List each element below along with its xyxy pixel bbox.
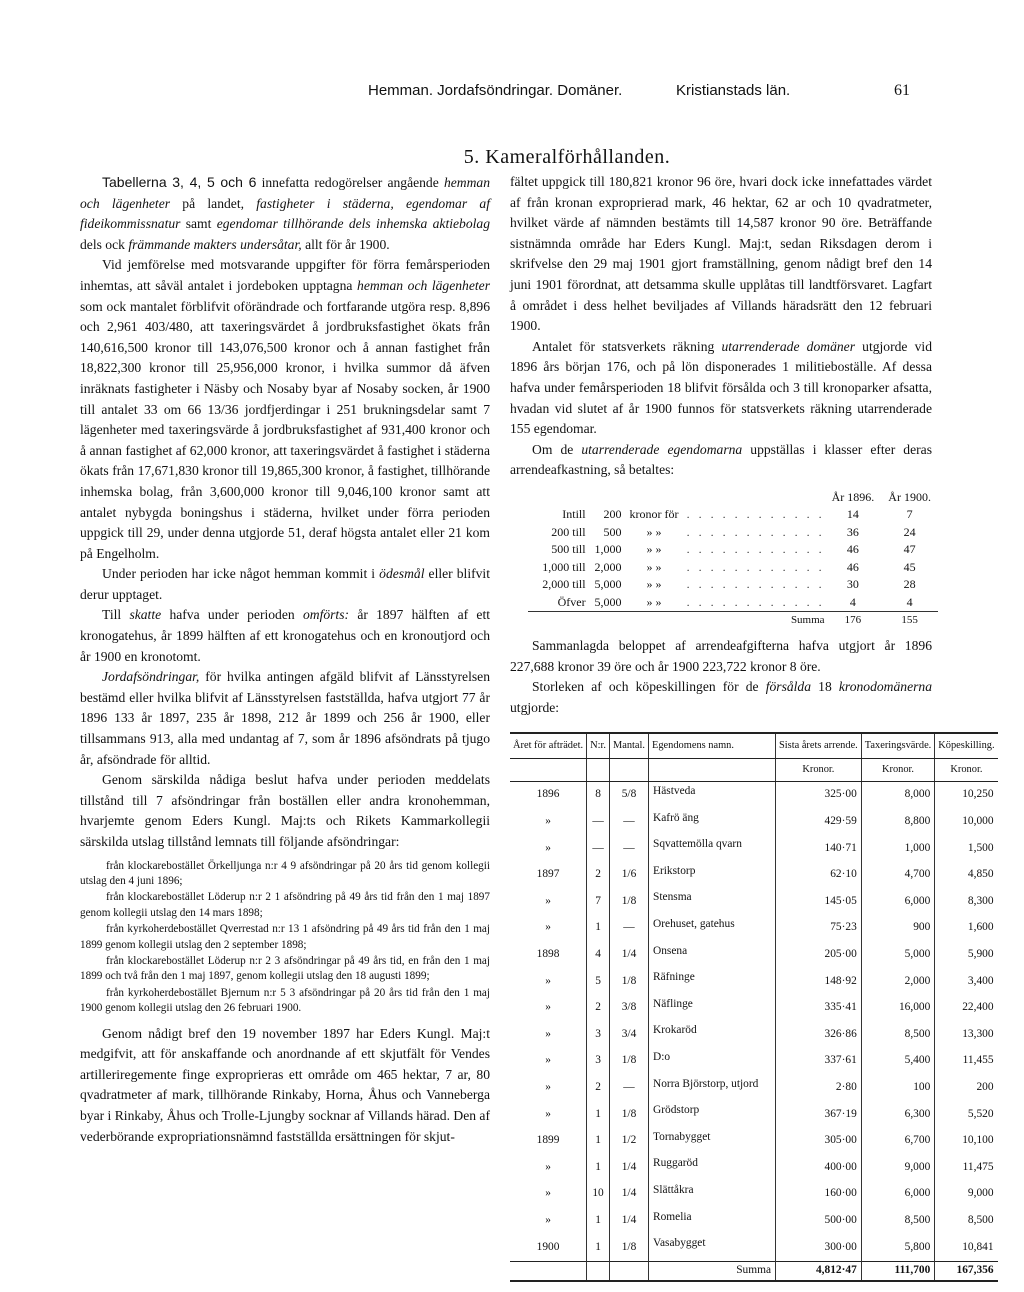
list-item: från klockarebostället Löderup n:r 2 3 afsöndringar på 49 års tid, en från den 1 maj 1899 och två från den 1 maj 1897, genom kollegii utslag den 18 augusti 1899; bbox=[80, 955, 490, 983]
col-header: Sista årets arrende. bbox=[776, 733, 862, 759]
list-item: från kyrkoherdebostället Bjernum n:r 5 3 afsöndringar på 20 års tid från den 1 maj 1900 genom kollegii utslag den 26 februari 1900. bbox=[80, 986, 490, 1015]
estate-name: Kafrö äng bbox=[653, 811, 699, 824]
rent-class-table bbox=[528, 489, 938, 630]
col-header: N:r. bbox=[587, 733, 610, 759]
header-topics: Hemman. Jordafsöndringar. Domäner. bbox=[368, 82, 623, 99]
table-row: » 5 1/8 Räfninge 148·92 2,000 3,400 bbox=[510, 968, 998, 995]
rent-col-1896: År 1896. bbox=[831, 489, 875, 504]
paragraph: Genom nådigt bref den 19 november 1897 har Eders Kungl. Maj:t medgifvit, att för anskaffande och anordnande af ett skjutfält för Vendes artilleriregemente finge exproprieras ett område om 465 hektar, 7 ar, 80 qvadratmeter af mark, tillhörande Rinkaby, Horna, Åhus och Vanneberga byar i Rinkaby, Åhus och Trolle-Ljungby socknar af Villands härad. Den af vederbörande expropriationsnämnd fastställda ersättningen för skjut- bbox=[80, 1025, 490, 1144]
estate-name: Krokaröd bbox=[653, 1024, 697, 1037]
rent-row: Intill 200 kronor för . . . . . . . . . . . . 14 7 bbox=[562, 507, 913, 522]
table-row: » 2 — Norra Björstorp, utjord 2·80 100 200 bbox=[510, 1075, 998, 1102]
table-row: » 3 3/4 Krokaröd 326·86 8,500 13,300 bbox=[510, 1021, 998, 1048]
paragraph: Sammanlagda beloppet af arrendeafgifterna hafva utgjort år 1896 227,688 kronor 39 öre och år 1900 223,722 kronor 8 öre. bbox=[510, 637, 932, 674]
page-number: 61 bbox=[894, 82, 910, 99]
table-row: » 1 1/4 Ruggaröd 400·00 9,000 11,475 bbox=[510, 1154, 998, 1181]
estate-name: Sqvattemölla qvarn bbox=[653, 838, 742, 851]
paragraph: Tabellerna 3, 4, 5 och 6 innefatta redogörelser angående hemman och lägenheter på landet, fastigheter i städerna, egendomar af fideikommissnatur samt egendomar tillhörande dels inhemska aktiebolag dels ock främmande makters undersåtar, allt för år 1900. bbox=[80, 174, 491, 252]
list-item: från klockarebostället Löderup n:r 2 1 afsöndring på 49 års tid från den 1 maj 1897 genom kollegii utslag den 14 mars 1898; bbox=[80, 891, 490, 919]
rent-row: 200 till 500 » » . . . . . . . . . . . . 36 24 bbox=[551, 524, 916, 539]
table-row: » 1 — Orehuset, gatehus 75·23 900 1,600 bbox=[510, 915, 998, 942]
list-item: från kyrkoherdebostället Qverrestad n:r 13 1 afsöndring på 49 års tid från den 1 maj 1899 genom kollegii utslag den 2 september 1898; bbox=[80, 923, 490, 951]
table-row: 1899 1 1/2 Tornabygget 305·00 6,700 10,100 bbox=[510, 1128, 998, 1155]
paragraph: Storleken af och köpeskillingen för de försålda 18 kronodomänerna utgjorde: bbox=[510, 679, 933, 715]
table-row: » — — Kafrö äng 429·59 8,800 10,000 bbox=[510, 809, 998, 836]
rent-sum-row: Summa 176 155 bbox=[528, 612, 938, 630]
rent-row: 500 till 1,000 » » . . . . . . . . . . . . 46 47 bbox=[551, 542, 916, 557]
estate-name: Räfninge bbox=[653, 971, 695, 984]
paragraph: Genom särskilda nådiga beslut hafva under perioden meddelats tillstånd till 7 afsöndringar från boställen eller andra kronohemman, hvarjemte genom Eders Kungl. Maj:ts och Rikets Kammarkollegii särskilda utslag tillstånd lemnats till följande afsöndringar: bbox=[80, 772, 490, 849]
estate-name: Vasabygget bbox=[653, 1237, 706, 1250]
table-row: » 1 1/8 Grödstorp 367·19 6,300 5,520 bbox=[510, 1101, 998, 1128]
table-row: 1898 4 1/4 Onsena 205·00 5,000 5,900 bbox=[510, 942, 998, 969]
rent-col-1900: År 1900. bbox=[888, 489, 931, 504]
header-region: Kristianstads län. bbox=[676, 82, 791, 99]
paragraph: fältet uppgick till 180,821 kronor 96 öre, hvari dock icke innefattades värdet af från kronan exproprierad mark, 46 hektar, 62 ar och 10 qvadratmeter, hvilket värde af nämnden bestämts till 14,587 kronor 90 öre. Beträffande sistnämnda område har Eders Kungl. Maj:t, sedan Riksdagen derom i skrifvelse den 29 maj 1901 gjort framställning, genom nådigt bref den 14 juni 1901 förordnat, att detsamma skulle upplåtas till landtförsvaret. Lagfart å området i dess helhet beviljades af Villands häradsrätt den 12 februari 1900. bbox=[510, 174, 932, 334]
rent-row: 2,000 till 5,000 » » . . . . . . . . . . . . 30 28 bbox=[542, 577, 916, 592]
paragraph: Till skatte hafva under perioden omförts: år 1897 hälften af ett kronogatehus, år 1899 hälften af ett kronogatehus och en kronoutjord och år 1900 en kronotomt. bbox=[80, 607, 491, 664]
estate-name: Slättåkra bbox=[653, 1183, 694, 1196]
estate-name: Tornabygget bbox=[653, 1130, 711, 1143]
table-row: » 2 3/8 Näflinge 335·41 16,000 22,400 bbox=[510, 995, 998, 1022]
col-header: Året för afträdet. bbox=[510, 733, 587, 759]
paragraph: Under perioden har icke något hemman kommit i ödesmål eller blifvit derur upptaget. bbox=[80, 566, 490, 602]
table-row: » 3 1/8 D:o 337·61 5,400 11,455 bbox=[510, 1048, 998, 1075]
table-row: » 1 1/4 Romelia 500·00 8,500 8,500 bbox=[510, 1208, 998, 1235]
col-header: Köpeskilling. bbox=[935, 733, 998, 759]
afsondring-list bbox=[80, 859, 490, 1017]
paragraph: Vid jemförelse med motsvarande uppgifter för förra femårsperioden inhemtas, att såväl antalet i jordeboken upptagna hemman och lägenheter som ock mantalet förblifvit oförändrade och fortfarande utgöra resp. 8,896 och 2,961 403/480, att taxeringsvärdet å jordbruksfastighet ökats från 140,616,500 kronor till 143,076,500 kronor och å annan fastighet från 18,822,300 kronor till 25,956,000 kronor, i hvilka summor då äfven inräknats fastigheter i Näsby och Nosaby byar af Nosaby socken, år 1900 till antalet 33 om 66 13/36 jordfjerdingar i 251 brukningsdelar samt 7 lägenheter med taxeringsvärde å jordbruksfastighet af 931,400 kronor och å annan fastighet af 62,000 kronor, att taxeringsvärdet å fastighet i städerna ökats från 17,671,830 kronor till 19,865,300 kronor, å fastighet, tillhörande inhemska bolag, från 3,600,000 kronor till 9,046,100 kronor samt att antalet nybygda boningshus i städerna, hvilket under förra perioden uppgick till 29, under denna utgjorde 51, deraf högsta antalet eller 21 kom på Engelholm. bbox=[80, 257, 490, 561]
estate-name: Orehuset, gatehus bbox=[653, 918, 735, 931]
estate-name: Ruggaröd bbox=[653, 1157, 698, 1170]
table-row: 1897 2 1/6 Erikstorp 62·10 4,700 4,850 bbox=[510, 862, 998, 889]
left-column bbox=[80, 172, 490, 1147]
col-header: Mantal. bbox=[609, 733, 648, 759]
table-row: » 10 1/4 Slättåkra 160·00 6,000 9,000 bbox=[510, 1181, 998, 1208]
right-column bbox=[510, 172, 995, 1282]
rent-row: Öfver 5,000 » » . . . . . . . . . . . . 4 4 bbox=[557, 594, 913, 609]
section-title: 5. Kameralförhållanden. bbox=[463, 146, 671, 168]
estate-name: Norra Björstorp, utjord bbox=[653, 1077, 759, 1090]
paragraph: Antalet för statsverkets räkning utarrenderade domäner utgjorde vid 1896 års början 176, och på lön disponerades 1 militieboställe. Af dessa hafva under femårsperioden 18 blifvit försålda och 3 till kronoparker afsatta, hvadan vid slutet af år 1900 funnos för statsverkets räkning utarrenderade 155 egendomar. bbox=[510, 338, 932, 437]
estate-name: D:o bbox=[653, 1051, 671, 1064]
running-header bbox=[0, 82, 1024, 104]
table-row: 1896 8 5/8 Hästveda 325·00 8,000 10,250 bbox=[510, 782, 998, 809]
sales-total-row: Summa 4,812·47 111,700 167,356 bbox=[510, 1261, 998, 1280]
paragraph: Jordafsöndringar, för hvilka antingen afgäld blifvit af Länsstyrelsen bestämd eller hvilka blifvit af Länsstyrelsen fastställda, hafva utgjort 77 år 1896 133 år 1897, 235 år 1898, 212 år 1899 och 256 år 1900, eller tillsammans 913, alla med undantag af 7, som år 1896 afsöndrats på tjugo år, afsöndrade för alltid. bbox=[80, 669, 490, 767]
rent-row: 1,000 till 2,000 » » . . . . . . . . . . . . 46 45 bbox=[542, 559, 916, 574]
list-item: från klockarebostället Örkelljunga n:r 4 9 afsöndringar på 20 års tid genom kollegii utslag den 4 juni 1896; bbox=[80, 859, 490, 887]
estate-name: Onsena bbox=[653, 944, 688, 957]
paragraph: Om de utarrenderade egendomarna uppställas i klasser efter deras arrendeafkastning, så betaltes: bbox=[510, 441, 932, 478]
table-row: » — — Sqvattemölla qvarn 140·71 1,000 1,500 bbox=[510, 835, 998, 862]
col-header: Taxeringsvärde. bbox=[861, 733, 935, 759]
estate-name: Erikstorp bbox=[653, 864, 696, 877]
sales-table: Året för afträdet. N:r. Mantal. Egendomens namn. Sista årets arrende. Taxeringsvärde. Köpeskilling. Kronor. Kronor. Kronor. 1896 8 5/8 Hästveda 325·00 8,000 10,250 » — — Kafrö äng 429·59 8,800 10,000 » — — Sqvattemölla qvarn 140·71 1,000 1,500 1897 2 1/6 Erikstorp 62·10 4,700 4,850 » 7 1/8 Stensma 145·05 6,000 8,300 » 1 — Orehuset, gatehus 75·23 900 1,600 1898 4 1/4 Onsena 205·00 5,000 5,900 » 5 1/8 Räfninge 148·92 2,000 3,400 » 2 3/8 Näflinge 335·41 16,000 22,400 » 3 3/4 Krokaröd 326·86 8,500 13,300 » 3 1/8 D:o 337·61 5,400 11,455 » 2 — Norra Björstorp, utjord 2·80 100 200 » 1 1/8 Grödstorp 367·19 6,300 5,520 1899 1 1/2 Tornabygget 305·00 6,700 10,100 » 1 1/4 Ruggaröd 400·00 9,000 11,475 » 10 1/4 Slättåkra 160·00 6,000 9,000 » 1 1/4 Romelia 500·00 8,500 8,500 1900 1 1/8 Vasabygget 300·00 5,800 10,841 Summa 4,812·47 111,700 167,356 bbox=[510, 732, 998, 1281]
estate-name: Romelia bbox=[653, 1210, 692, 1223]
table-row: 1900 1 1/8 Vasabygget 300·00 5,800 10,841 bbox=[510, 1234, 998, 1261]
table-row: » 7 1/8 Stensma 145·05 6,000 8,300 bbox=[510, 888, 998, 915]
estate-name: Stensma bbox=[653, 891, 692, 904]
estate-name: Hästveda bbox=[653, 785, 696, 798]
estate-name: Näflinge bbox=[653, 997, 693, 1010]
estate-name: Grödstorp bbox=[653, 1104, 700, 1117]
col-header: Egendomens namn. bbox=[649, 733, 776, 759]
